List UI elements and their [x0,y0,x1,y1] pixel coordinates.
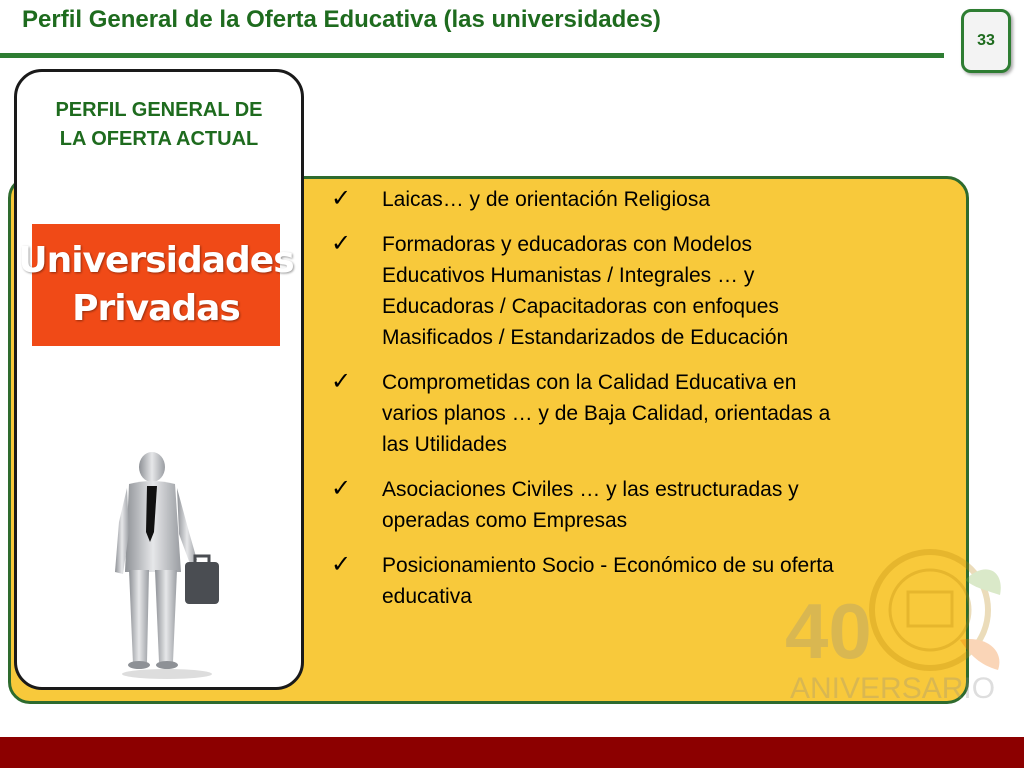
checkmark-icon: ✓ [331,185,352,212]
list-item [325,184,945,215]
watermark-number: 40 [785,587,872,675]
figure-right-arm [177,488,197,564]
list-item [325,367,945,460]
list-item-text: Posicionamiento Socio - Económico de su oferta educativa [382,554,834,608]
checkmark-icon: ✓ [331,475,352,502]
watermark-label: ANIVERSARIO [790,672,996,705]
list-item-text: Formadoras y educadoras con Modelos Educativos Humanistas / Integrales … y Educadoras / Capacitadoras con enfoques Masificados / Estandarizados de Educación [382,233,789,349]
figure-shadow [122,669,212,679]
profile-card [14,69,304,690]
figure-left-leg [129,570,149,664]
list-item [325,229,945,353]
page-number-badge: 33 [961,9,1011,73]
characteristics-list [325,184,945,626]
figure-head [139,452,165,482]
footer-bar [0,737,1024,768]
private-universities-label: Universidades Privadas [32,224,280,346]
businessman-illustration [97,452,237,682]
list-item-text: Comprometidas con la Calidad Educativa en varios planos … y de Baja Calidad, orientadas a las Utilidades [382,371,831,456]
card-heading: PERFIL GENERAL DE LA OFERTA ACTUAL [55,99,263,150]
list-item-text: Laicas… y de orientación Religiosa [382,188,711,211]
list-item [325,550,945,612]
title-divider [0,53,944,58]
checkmark-icon: ✓ [331,551,352,578]
figure-right-leg [155,570,177,662]
slide-title: Perfil General de la Oferta Educativa (las universidades) [22,6,661,33]
list-item-text: Asociaciones Civiles … y las estructuradas y operadas como Empresas [382,478,799,532]
briefcase-icon [185,562,219,604]
list-item [325,474,945,536]
checkmark-icon: ✓ [331,368,352,395]
checkmark-icon: ✓ [331,230,352,257]
